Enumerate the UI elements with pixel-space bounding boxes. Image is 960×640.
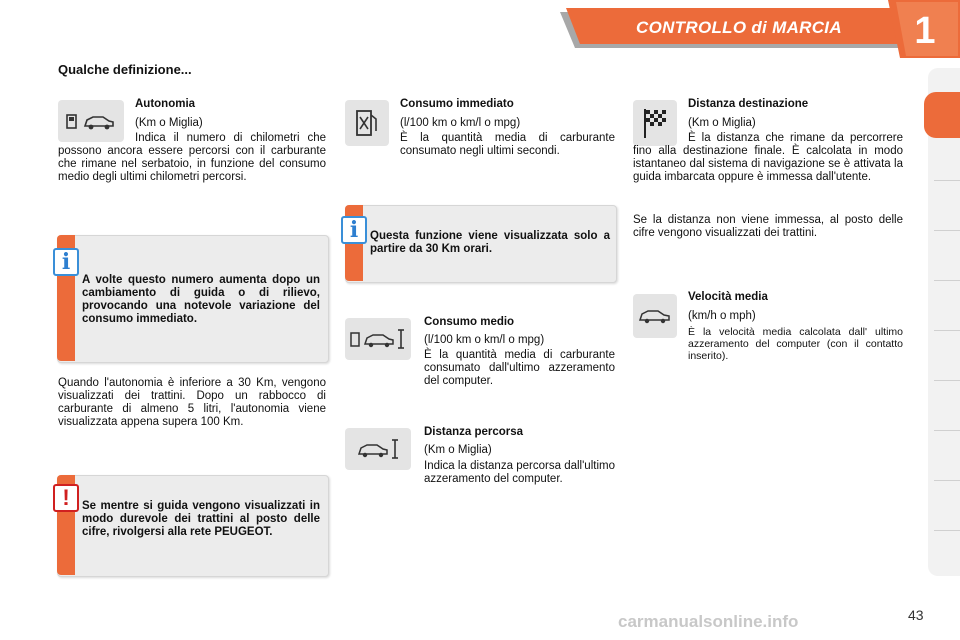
- autonomia-description: Indica il numero di chilometri che possono ancora essere percorsi con il carburante che rimane nel serbatoio, in funzione del consumo medio degli ultimi chilometri percorsi.: [58, 132, 326, 183]
- chapter-tab-divider: [934, 380, 960, 381]
- warning-box-text: Se mentre si guida vengono visualizzati in modo durevole dei trattini al posto delle cifre, rivolgersi alla rete PEUGEOT.: [82, 500, 320, 538]
- consumo-immediato-title: Consumo immediato: [400, 98, 514, 110]
- section-title: Qualche definizione...: [58, 62, 192, 77]
- chapter-tab-divider: [934, 480, 960, 481]
- distanza-destinazione-title: Distanza destinazione: [688, 98, 809, 110]
- distanza-percorsa-icon: [345, 428, 411, 470]
- consumo-medio-description: È la quantità media di carburante consumato dall'ultimo azzeramento del computer.: [424, 349, 615, 387]
- distanza-destinazione-description: È la distanza che rimane da percorrere fino alla destinazione finale. È calcolata in modo istantaneo dal sistema di navigazione se è attivata la guida imbarcata oppure è immessa dall'utente.: [633, 132, 903, 183]
- chapter-tab-divider: [934, 230, 960, 231]
- autonomia-unit: (Km o Miglia): [135, 117, 203, 129]
- autonomia-low-text: Quando l'autonomia è inferiore a 30 Km, vengono visualizzati dei trattini. Dopo un rabbocco di carburante di almeno 5 litri, l'autonomia viene visualizzata appena supera 100 Km.: [58, 377, 326, 428]
- consumo-medio-unit: (l/100 km o km/l o mpg): [424, 334, 545, 346]
- consumo-medio-icon: [345, 318, 411, 360]
- chapter-tab-divider: [934, 330, 960, 331]
- distanza-percorsa-description: Indica la distanza percorsa dall'ultimo azzeramento del computer.: [424, 460, 615, 485]
- distanza-destinazione-unit: (Km o Miglia): [688, 117, 756, 129]
- warning-icon: !: [53, 484, 79, 512]
- distanza-percorsa-title: Distanza percorsa: [424, 426, 524, 438]
- chapter-tab-rail: [928, 68, 960, 576]
- velocita-media-icon: [633, 294, 677, 338]
- velocita-media-title: Velocità media: [688, 291, 768, 303]
- watermark: carmanualsonline.info: [618, 612, 799, 631]
- consumo-medio-title: Consumo medio: [424, 316, 515, 328]
- info-icon: i: [341, 216, 367, 244]
- chapter-tab-active[interactable]: [924, 92, 960, 138]
- distanza-percorsa-unit: (Km o Miglia): [424, 444, 492, 456]
- chapter-tab-divider: [934, 530, 960, 531]
- velocita-media-description: È la velocità media calcolata dall' ultimo azzeramento del computer (con il contatto inserito).: [688, 326, 903, 362]
- chapter-tab-divider: [934, 430, 960, 431]
- info-box-autonomia-text: A volte questo numero aumenta dopo un cambiamento di guida o di rilievo, provocando una notevole variazione del consumo immediato.: [82, 274, 320, 325]
- consumo-immediato-description: È la quantità media di carburante consumato negli ultimi secondi.: [400, 132, 615, 157]
- info-icon: i: [53, 248, 79, 276]
- fuel-pump-icon: [345, 100, 389, 146]
- velocita-media-unit: (km/h o mph): [688, 310, 756, 322]
- page-number: 43: [908, 607, 924, 623]
- info-box-speed-text: Questa funzione viene visualizzata solo a partire da 30 Km orari.: [370, 230, 610, 255]
- chapter-number: 1: [914, 10, 936, 52]
- consumo-immediato-unit: (l/100 km o km/l o mpg): [400, 117, 521, 129]
- chapter-tab-divider: [934, 280, 960, 281]
- chapter-title: CONTROLLO di MARCIA: [636, 18, 842, 37]
- autonomia-title: Autonomia: [135, 98, 196, 110]
- distanza-destinazione-note: Se la distanza non viene immessa, al posto delle cifre vengono visualizzati dei trattini.: [633, 214, 903, 239]
- chapter-tab-divider: [934, 180, 960, 181]
